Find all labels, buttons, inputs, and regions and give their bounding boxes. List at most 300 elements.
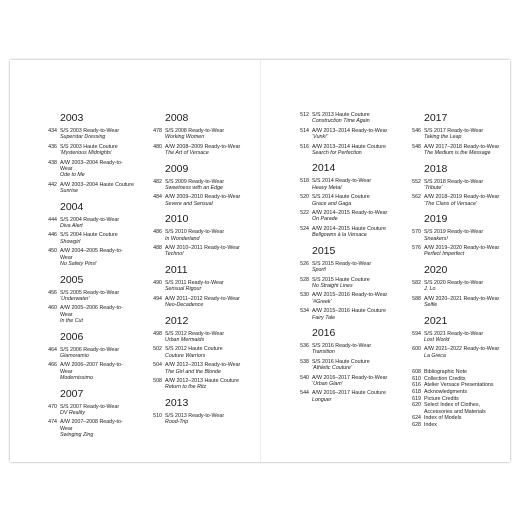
year-section (406, 264, 508, 309)
collection-name: S/S 2017 Ready-to-Wear (424, 128, 484, 134)
collection-name: S/S 2013 Haute Couture (312, 112, 370, 118)
collection-name: S/S 2021 Ready-to-Wear (424, 330, 484, 337)
page-number: 510 (153, 412, 162, 419)
contents-column-3 (294, 112, 396, 406)
collection-name: S/S 2016 Haute Couture (312, 358, 370, 365)
backmatter-item (406, 402, 508, 409)
contents-entry (147, 331, 242, 344)
contents-entry (147, 346, 242, 359)
collection-name: A/W 2008–2009 Ready-to-Wear (165, 143, 241, 150)
page-number: 484 (153, 194, 162, 201)
collection-title: Sweetness with an Edge (165, 185, 224, 192)
entry-text (312, 308, 386, 321)
backmatter-list (406, 369, 508, 428)
collection-name: A/W 2003–2004 Ready-to-Wear (60, 159, 123, 173)
entry-text (424, 346, 499, 359)
entry-text (165, 362, 240, 375)
contents-entry (147, 362, 242, 375)
year-section (147, 213, 242, 258)
collection-name: S/S 2004 Haute Couture (60, 232, 118, 239)
contents-entry (406, 128, 508, 141)
backmatter-item (406, 376, 508, 383)
contents-entry (406, 331, 508, 344)
contents-entry (294, 261, 396, 274)
collection-name: S/S 2015 Ready-to-Wear (312, 260, 372, 267)
contents-entry (406, 296, 508, 309)
year-heading: 2012 (165, 314, 189, 327)
page-number (406, 409, 424, 416)
entry-text (60, 144, 118, 157)
year-section (147, 264, 242, 309)
page-number: 594 (412, 330, 421, 337)
entry-text (312, 194, 370, 207)
collection-name: S/S 2014 Ready-to-Wear (312, 178, 372, 185)
collection-name: A/W 2010–2011 Ready-to-Wear (165, 245, 240, 252)
contents-entry (42, 248, 134, 267)
contents-entry (294, 277, 396, 290)
page-number: 620 (412, 402, 421, 409)
entry-text (165, 378, 239, 391)
book-spread (10, 60, 510, 462)
entry-text (60, 217, 119, 230)
collection-title: Heavy Metal (312, 184, 342, 191)
year-heading: 2013 (165, 396, 189, 409)
collection-title: Severe and Sensual (165, 200, 213, 207)
collection-title: The Medium is the Message (424, 150, 491, 157)
collection-title: ‘Underwater’ (60, 295, 90, 302)
contents-entry (147, 128, 242, 141)
contents-entry (147, 245, 242, 258)
year-section (147, 163, 242, 208)
page-number: 608 (412, 369, 421, 376)
entry-text (165, 229, 224, 242)
entry-text (312, 292, 387, 305)
collection-name: A/W 2004–2005 Ready-to-Wear (60, 248, 123, 261)
contents-entry (294, 178, 396, 191)
page-number: 494 (153, 295, 162, 302)
year-section (406, 213, 508, 258)
year-heading: 2017 (424, 112, 448, 124)
contents-entry (42, 160, 134, 179)
backmatter-item (406, 396, 508, 403)
collection-title: Showgirl (60, 238, 81, 245)
collection-title: The Girl and the Blonde (165, 368, 221, 375)
collection-title: No Safety Pins! (60, 261, 97, 268)
contents-column-2 (147, 112, 242, 429)
entry-text (312, 210, 387, 223)
collection-name: A/W 2019–2020 Ready-to-Wear (424, 245, 500, 252)
page-number: 464 (48, 346, 57, 353)
collection-name: A/W 2021–2022 Ready-to-Wear (424, 346, 500, 353)
year-section (406, 315, 508, 360)
backmatter-item (406, 409, 508, 416)
entry-text (312, 128, 387, 141)
collection-name: A/W 2017–2018 Ready-to-Wear (424, 143, 500, 150)
page-number: 480 (153, 143, 162, 150)
page-number: 446 (48, 232, 57, 239)
year-heading: 2021 (424, 314, 448, 327)
contents-entry (294, 112, 396, 125)
page-number: 488 (153, 245, 162, 252)
year-heading: 2010 (165, 213, 189, 226)
contents-entry (147, 179, 242, 192)
collection-name: A/W 2015–2016 Ready-to-Wear (312, 292, 388, 299)
year-section (406, 112, 508, 157)
backmatter-label: Index of Models (424, 415, 462, 422)
year-heading: 2019 (424, 213, 448, 226)
year-section (147, 112, 242, 157)
contents-entry (294, 359, 396, 372)
collection-title: ‘Tribute’ (424, 185, 443, 192)
collection-title: Neo-Decadence (165, 302, 204, 309)
backmatter-label: Accessories and Materials (424, 408, 486, 415)
page-number: 548 (412, 143, 421, 150)
collection-name: A/W 2012–2013 Ready-to-Wear (165, 362, 241, 369)
collection-name: A/W 2009–2010 Ready-to-Wear (165, 194, 241, 201)
collection-title: Couture Warriors (165, 352, 206, 359)
collection-name: S/S 2020 Ready-to-Wear (424, 279, 484, 286)
collection-title: In the Cut (60, 318, 83, 325)
collection-name: A/W 2014–2015 Haute Couture (312, 225, 386, 232)
collection-title: Search for Perfection (312, 150, 362, 157)
year-heading: 2003 (60, 112, 84, 124)
contents-entry (406, 346, 508, 359)
backmatter-item (406, 369, 508, 376)
entry-text (60, 248, 134, 267)
entry-text (165, 194, 240, 207)
collection-name: S/S 2019 Ready-to-Wear (424, 229, 484, 236)
collection-title: Swinging Zing (60, 432, 94, 439)
entry-text (424, 179, 483, 192)
page-number: 610 (412, 375, 421, 382)
entry-text (424, 229, 483, 242)
page-number: 540 (300, 374, 309, 381)
collection-name: S/S 2008 Ready-to-Wear (165, 128, 225, 134)
collection-name: A/W 2013–2014 Haute Couture (312, 143, 386, 150)
collection-title: DV Reality (60, 409, 86, 416)
collection-name: S/S 2005 Ready-to-Wear (60, 289, 120, 296)
contents-entry (294, 292, 396, 305)
entry-text (424, 331, 483, 344)
entry-text (312, 277, 370, 290)
page-number: 544 (300, 390, 309, 397)
backmatter-label: Atelier Versace Presentations (424, 382, 494, 389)
contents-entry (294, 128, 396, 141)
year-heading: 2018 (424, 162, 448, 175)
contents-entry (294, 343, 396, 356)
collection-title: Ode to Me (60, 172, 85, 179)
year-heading: 2011 (165, 263, 188, 276)
year-heading: 2016 (312, 326, 336, 339)
collection-title: Diva Alert (60, 223, 83, 230)
contents-entry (294, 308, 396, 321)
year-heading: 2008 (165, 112, 189, 124)
page-number: 582 (412, 279, 421, 286)
collection-name: S/S 2012 Ready-to-Wear (165, 330, 225, 337)
contents-entry (147, 194, 242, 207)
page-number: 442 (48, 181, 57, 188)
year-section (294, 327, 396, 403)
page-number: 512 (300, 112, 309, 118)
page-number: 562 (412, 194, 421, 201)
page-number: 619 (412, 395, 421, 402)
contents-entry (406, 245, 508, 258)
backmatter-item (406, 422, 508, 429)
collection-title: The Art of Versace (165, 150, 209, 157)
collection-name: S/S 2010 Ready-to-Wear (165, 229, 225, 236)
page-number: 530 (300, 292, 309, 299)
year-section (147, 397, 242, 426)
year-section (42, 112, 134, 195)
contents-entry (294, 390, 396, 403)
collection-title: ‘Mysterious Midnights’ (60, 150, 113, 157)
contents-entry (42, 305, 134, 324)
page-number: 504 (153, 362, 162, 369)
contents-column-1 (42, 112, 134, 442)
page-number: 588 (412, 295, 421, 302)
contents-entry (147, 229, 242, 242)
collection-title: Sneakers! (424, 235, 448, 242)
backmatter-label: Picture Credits (424, 395, 459, 402)
year-heading: 2006 (60, 330, 84, 343)
contents-entry (147, 144, 242, 157)
collection-title: No Straight Lines (312, 282, 353, 289)
entry-text (165, 128, 224, 141)
book-gutter (260, 60, 261, 462)
page-number: 522 (300, 210, 309, 217)
contents-entry (42, 404, 134, 417)
collection-title: Construction Time Again (312, 118, 370, 125)
entry-text (312, 343, 371, 356)
page-number: 456 (48, 289, 57, 296)
contents-entry (406, 194, 508, 207)
year-heading: 2004 (60, 200, 84, 213)
entry-text (165, 280, 224, 293)
entry-text (312, 178, 371, 191)
page-number: 628 (412, 421, 421, 428)
page-number: 534 (300, 308, 309, 315)
entry-text (60, 404, 119, 417)
contents-column-4 (406, 112, 508, 428)
collection-title: Perfect Imperfect (424, 251, 465, 258)
collection-name: A/W 2003–2004 Haute Couture (60, 181, 134, 188)
contents-entry (406, 179, 508, 192)
collection-title: Sensual Rigour (165, 286, 202, 293)
collection-title: Longuer (312, 396, 332, 403)
collection-name: A/W 2007–2008 Ready-to-Wear (60, 419, 123, 432)
contents-entry (147, 296, 242, 309)
contents-entry (42, 128, 134, 141)
collection-title: ‘The Clans of Versace’ (424, 200, 478, 207)
collection-title: ‘Athletic Couture’ (312, 365, 353, 372)
collection-name: S/S 2015 Haute Couture (312, 276, 370, 283)
collection-name: A/W 2005–2006 Ready-to-Wear (60, 305, 123, 318)
collection-name: A/W 2015–2016 Haute Couture (312, 308, 386, 315)
entry-text (312, 261, 371, 274)
backmatter-label: Index (424, 421, 437, 428)
collection-title: J. Lo (424, 286, 436, 293)
collection-name: S/S 2003 Ready-to-Wear (60, 128, 120, 134)
collection-title: Selfie (424, 302, 438, 309)
collection-name: A/W 2006–2007 Ready-to-Wear (60, 362, 123, 375)
entry-text (424, 128, 483, 141)
page-number: 486 (153, 229, 162, 236)
collection-title: Return to the Ritz (165, 384, 207, 391)
contents-entry (42, 362, 134, 381)
collection-title: ‘Urban Glam’ (312, 380, 343, 387)
year-section (42, 388, 134, 439)
collection-name: A/W 2016–2017 Ready-to-Wear (312, 374, 388, 381)
backmatter-label: Acknowledgments (424, 388, 467, 395)
contents-entry (294, 226, 396, 239)
collection-name: S/S 2018 Ready-to-Wear (424, 178, 484, 185)
year-section (42, 201, 134, 268)
collection-title: Sport! (312, 267, 327, 274)
backmatter-label: Collection Credits (424, 375, 466, 382)
collection-title: Sunrise (60, 188, 78, 195)
collection-name: A/W 2013–2014 Ready-to-Wear (312, 127, 388, 134)
contents-entry (147, 378, 242, 391)
contents-entry (42, 217, 134, 230)
collection-name: A/W 2012–2013 Haute Couture (165, 377, 239, 384)
contents-entry (42, 232, 134, 245)
year-section (294, 112, 396, 156)
contents-entry (42, 419, 134, 438)
contents-entry (42, 347, 134, 360)
collection-name: S/S 2011 Ready-to-Wear (165, 279, 224, 286)
backmatter-item (406, 382, 508, 389)
backmatter-label: Select Index of Clothes, (424, 402, 480, 409)
page-number: 518 (300, 178, 309, 185)
entry-text (424, 194, 499, 207)
contents-entry (406, 144, 508, 157)
contents-entry (294, 194, 396, 207)
year-heading: 2015 (312, 244, 336, 257)
collection-title: ‘#Greek’ (312, 298, 332, 305)
page-number: 618 (412, 388, 421, 395)
page-number: 576 (412, 245, 421, 252)
page-number: 490 (153, 279, 162, 286)
collection-title: Fairy Tale (312, 314, 336, 321)
entry-text (424, 245, 499, 258)
collection-name: S/S 2007 Ready-to-Wear (60, 403, 120, 410)
page-number: 528 (300, 276, 309, 283)
page-number: 482 (153, 178, 162, 185)
collection-title: Lost World (424, 336, 450, 343)
collection-name: A/W 2016–2017 Haute Couture (312, 390, 386, 397)
collection-title: Transition (312, 349, 335, 356)
collection-title: Superstar Dressing (60, 134, 106, 141)
year-section (406, 163, 508, 208)
year-section (294, 162, 396, 238)
entry-text (60, 362, 134, 381)
entry-text (165, 413, 224, 426)
contents-entry (42, 144, 134, 157)
collection-title: ‘Vunk!’ (312, 134, 328, 141)
collection-title: Working Women (165, 134, 205, 141)
collection-name: A/W 2014–2015 Ready-to-Wear (312, 210, 388, 217)
entry-text (165, 296, 240, 309)
page-number: 514 (300, 127, 309, 134)
collection-name: S/S 2016 Ready-to-Wear (312, 342, 372, 349)
backmatter-item (406, 415, 508, 422)
page-number: 438 (48, 159, 57, 166)
year-heading: 2020 (424, 263, 448, 276)
year-section (147, 315, 242, 391)
year-heading: 2009 (165, 162, 189, 175)
year-section (294, 245, 396, 321)
contents-entry (406, 229, 508, 242)
collection-name: S/S 2003 Haute Couture (60, 143, 118, 150)
page-number: 552 (412, 178, 421, 185)
entry-text (165, 144, 240, 157)
collection-name: S/S 2009 Ready-to-Wear (165, 178, 225, 185)
collection-name: S/S 2013 Ready-to-Wear (165, 412, 225, 419)
page-number: 538 (300, 358, 309, 365)
entry-text (165, 179, 224, 192)
collection-name: S/S 2006 Ready-to-Wear (60, 346, 120, 353)
entry-text (60, 232, 118, 245)
page-number: 570 (412, 229, 421, 236)
contents-entry (294, 144, 396, 157)
collection-name: A/W 2018–2019 Ready-to-Wear (424, 194, 500, 201)
entry-text (312, 359, 370, 372)
entry-text (424, 144, 499, 157)
page-number: 434 (48, 128, 57, 134)
entry-text (312, 375, 387, 388)
collection-title: On Parade (312, 216, 338, 223)
page-number: 546 (412, 128, 421, 134)
page-number: 616 (412, 382, 421, 389)
collection-title: La Greca (424, 352, 446, 359)
collection-name: S/S 2014 Haute Couture (312, 194, 370, 201)
collection-title: Modernissimo (60, 375, 93, 382)
page-number: 624 (412, 415, 421, 422)
page-number: 508 (153, 377, 162, 384)
page-number: 498 (153, 330, 162, 337)
page-number: 526 (300, 260, 309, 267)
page-number: 502 (153, 346, 162, 353)
entry-text (165, 245, 240, 258)
contents-entry (294, 375, 396, 388)
page-number: 536 (300, 342, 309, 349)
entry-text (60, 128, 119, 141)
year-heading: 2005 (60, 273, 84, 286)
page-number: 444 (48, 216, 57, 223)
entry-text (60, 305, 134, 324)
page-number: 450 (48, 248, 57, 255)
collection-name: A/W 2020–2021 Ready-to-Wear (424, 295, 500, 302)
entry-text (312, 144, 386, 157)
contents-entry (147, 280, 242, 293)
backmatter-label: Bibliographic Note (424, 369, 467, 376)
page-number: 466 (48, 362, 57, 369)
entry-text (424, 296, 499, 309)
page-number: 478 (153, 128, 162, 134)
contents-entry (42, 290, 134, 303)
collection-title: Techno! (165, 251, 184, 258)
entry-text (60, 182, 134, 195)
entry-text (165, 346, 223, 359)
page-number: 470 (48, 403, 57, 410)
page-number: 516 (300, 143, 309, 150)
year-heading: 2014 (312, 162, 336, 175)
year-section (42, 274, 134, 325)
collection-title: Urban Mermaids (165, 336, 205, 343)
contents-entry (147, 413, 242, 426)
page-number: 524 (300, 225, 309, 232)
collection-name: S/S 2004 Ready-to-Wear (60, 216, 120, 223)
